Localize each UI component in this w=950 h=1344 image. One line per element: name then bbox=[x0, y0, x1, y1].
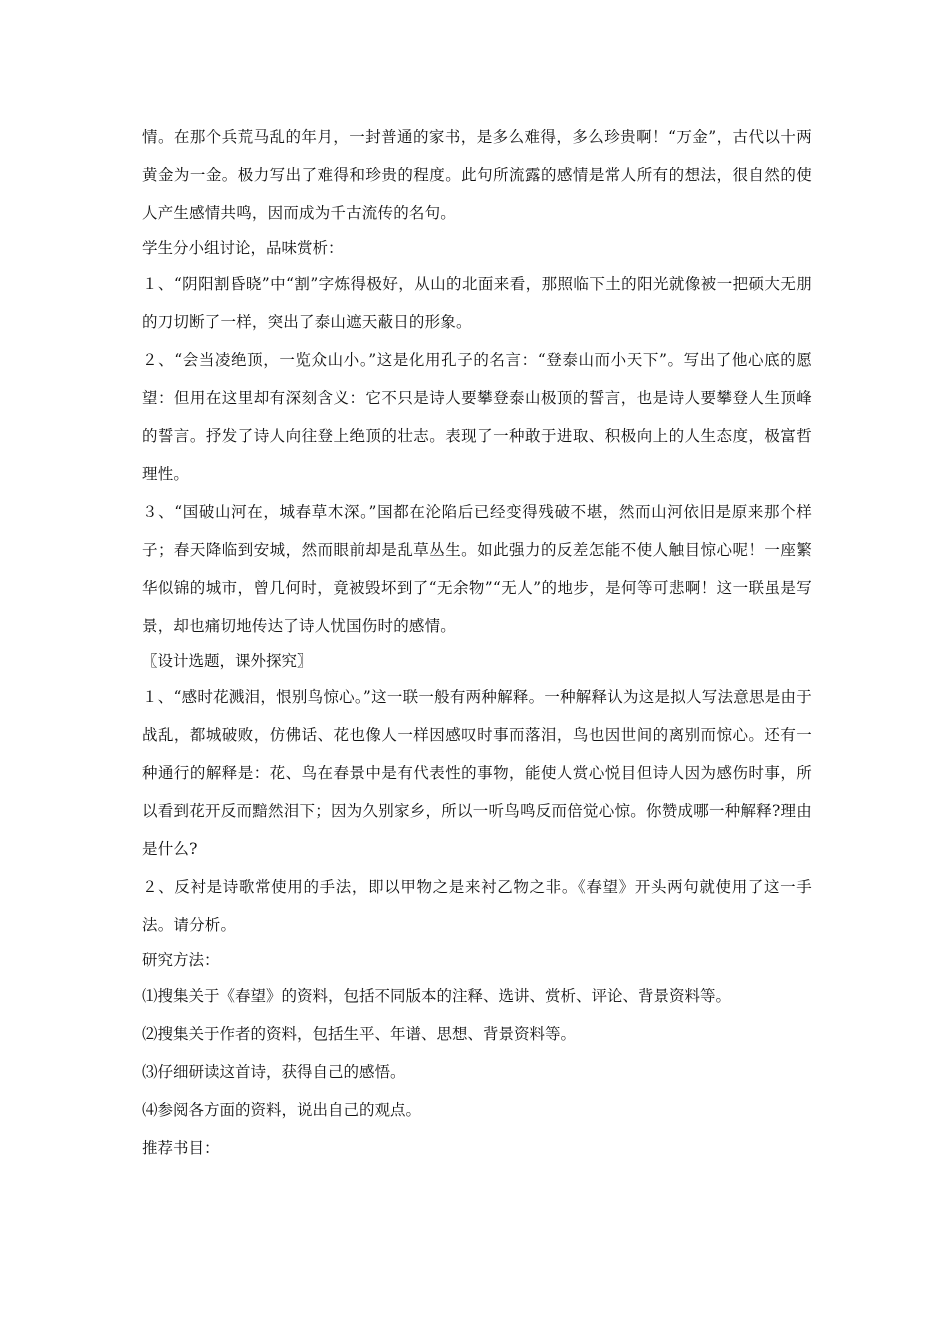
discussion-item-3: ３、“国破山河在，城春草木深。”国都在沦陷后已经变得残破不堪，然而山河依旧是原来那个样子；春天降临到安城，然而眼前却是乱草丛生。如此强力的反差怎能不使人触目惊心呢！一座繁华似锦的城市，曾几何时，竟被毁坏到了“无余物”“无人”的地步，是何等可悲啊！这一联虽是写景，却也痛切地传达了诗人忧国伤时的感情。 bbox=[142, 503, 812, 635]
topic-2: ２、反衬是诗歌常使用的手法，即以甲物之是来衬乙物之非。《春望》开头两句就使用了这一手法。请分析。 bbox=[142, 878, 812, 934]
discussion-item-1: １、“阴阳割昏晓”中“割”字炼得极好，从山的北面来看，那照临下土的阳光就像被一把硕大无朋的刀切断了一样，突出了泰山遮天蔽日的形象。 bbox=[142, 275, 812, 331]
method-item: ⑴搜集关于《春望》的资料，包括不同版本的注释、选讲、赏析、评论、背景资料等。 bbox=[142, 987, 732, 1005]
books-heading: 推荐书目： bbox=[142, 1139, 220, 1157]
section-heading: 〖设计选题，课外探究〗 bbox=[142, 652, 313, 670]
document-body bbox=[142, 118, 812, 1167]
method-item: ⑶仔细研读这首诗，获得自己的感悟。 bbox=[142, 1063, 406, 1081]
topic-1: １、“感时花溅泪，恨别鸟惊心。”这一联一般有两种解释。一种解释认为这是拟人写法意思是由于战乱，都城破败，仿佛话、花也像人一样因感叹时事而落泪，鸟也因世间的离别而惊心。还有一种通行的解释是：花、鸟在春景中是有代表性的事物，能使人赏心悦目但诗人因为感伤时事，所以看到花开反而黯然泪下；因为久别家乡，所以一听鸟鸣反而倍觉心惊。你赞成哪一种解释?理由是什么? bbox=[142, 688, 812, 858]
methods-heading: 研究方法： bbox=[142, 951, 220, 969]
method-item: ⑷参阅各方面的资料，说出自己的观点。 bbox=[142, 1101, 422, 1119]
paragraph-intro: 情。在那个兵荒马乱的年月，一封普通的家书，是多么难得，多么珍贵啊！“万金”，古代以十两黄金为一金。极力写出了难得和珍贵的程度。此句所流露的感情是常人所有的想法，很自然的使人产生感情共鸣，因而成为千古流传的名句。 bbox=[142, 128, 812, 222]
discussion-heading: 学生分小组讨论，品味赏析： bbox=[142, 239, 344, 257]
discussion-item-2: ２、“会当凌绝顶，一览众山小。”这是化用孔子的名言：“登泰山而小天下”。写出了他心底的愿望：但用在这里却有深刻含义：它不只是诗人要攀登泰山极顶的誓言，也是诗人要攀登人生顶峰的誓言。抒发了诗人向往登上绝顶的壮志。表现了一种敢于进取、积极向上的人生态度，极富哲理性。 bbox=[142, 351, 812, 483]
method-item: ⑵搜集关于作者的资料，包括生平、年谱、思想、背景资料等。 bbox=[142, 1025, 577, 1043]
